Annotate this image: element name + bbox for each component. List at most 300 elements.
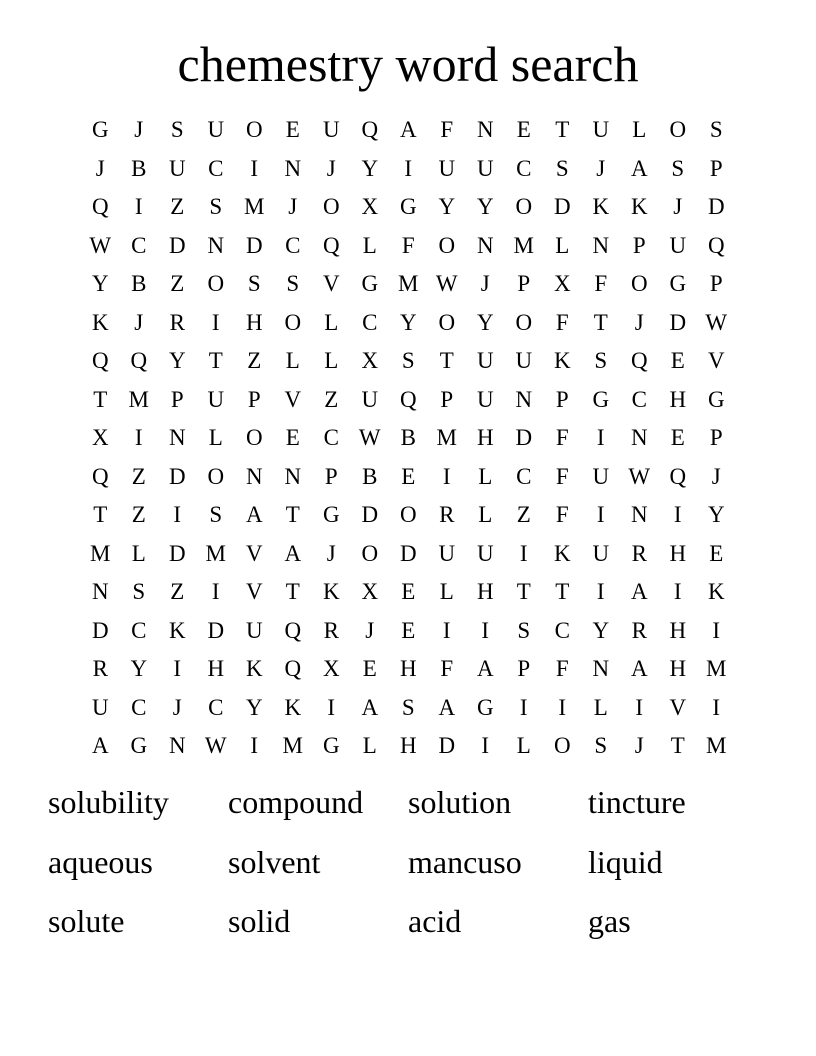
grid-letter: I — [519, 540, 528, 566]
grid-letter: F — [555, 463, 569, 489]
grid-letter: M — [436, 425, 457, 451]
grid-letter: D — [168, 540, 186, 566]
grid-letter: W — [89, 232, 112, 258]
grid-letter: Y — [168, 348, 186, 374]
grid-letter: I — [481, 733, 490, 759]
grid-letter: Z — [516, 502, 531, 528]
grid-letter: J — [288, 194, 298, 220]
letter-grid — [81, 111, 735, 766]
grid-letter: E — [401, 463, 416, 489]
grid-letter: L — [362, 733, 377, 759]
grid-letter: K — [630, 194, 648, 220]
grid-letter: T — [93, 386, 108, 412]
grid-letter: L — [478, 502, 493, 528]
grid-letter: C — [208, 155, 224, 181]
grid-letter: G — [361, 271, 379, 297]
grid-letter: L — [324, 348, 339, 374]
grid-letter: D — [399, 540, 417, 566]
grid-letter: V — [707, 348, 725, 374]
grid-letter: M — [398, 271, 419, 297]
grid-letter: L — [362, 232, 377, 258]
grid-letter: U — [476, 540, 494, 566]
grid-letter: I — [712, 617, 721, 643]
grid-letter: U — [322, 117, 340, 143]
grid-letter: E — [401, 617, 416, 643]
grid-letter: X — [361, 194, 379, 220]
grid-letter: I — [712, 694, 721, 720]
grid-letter: C — [285, 232, 301, 258]
grid-letter: T — [555, 117, 570, 143]
grid-letter: E — [362, 656, 377, 682]
word-list-item: liquid — [588, 843, 663, 880]
grid-letter: M — [513, 232, 534, 258]
grid-letter: H — [476, 425, 494, 451]
grid-letter: T — [208, 348, 223, 374]
grid-letter: N — [245, 463, 263, 489]
grid-letter: A — [91, 733, 109, 759]
grid-letter: J — [326, 155, 336, 181]
grid-letter: K — [245, 656, 263, 682]
grid-letter: I — [442, 463, 451, 489]
grid-letter: R — [631, 540, 647, 566]
grid-letter: N — [284, 463, 302, 489]
grid-letter: P — [709, 425, 723, 451]
grid-letter: H — [669, 386, 687, 412]
grid-letter: Y — [91, 271, 109, 297]
grid-letter: R — [631, 617, 647, 643]
grid-letter: T — [285, 579, 300, 605]
grid-letter: I — [134, 425, 143, 451]
grid-letter: A — [245, 502, 263, 528]
grid-letter: H — [669, 656, 687, 682]
grid-letter: H — [399, 733, 417, 759]
grid-letter: O — [245, 425, 263, 451]
grid-letter: S — [401, 348, 415, 374]
grid-letter: U — [515, 348, 533, 374]
grid-letter: F — [594, 271, 608, 297]
grid-letter: I — [211, 579, 220, 605]
grid-letter: N — [476, 117, 494, 143]
grid-letter: U — [476, 386, 494, 412]
grid-letter: H — [207, 656, 225, 682]
grid-letter: I — [250, 733, 259, 759]
grid-letter: M — [706, 733, 727, 759]
grid-letter: S — [594, 733, 608, 759]
grid-letter: W — [204, 733, 227, 759]
grid-letter: F — [555, 502, 569, 528]
grid-letter: J — [134, 117, 144, 143]
grid-letter: I — [596, 425, 605, 451]
grid-letter: N — [592, 656, 610, 682]
grid-letter: N — [207, 232, 225, 258]
grid-letter: N — [476, 232, 494, 258]
grid-letter: D — [207, 617, 225, 643]
grid-letter: K — [168, 617, 186, 643]
grid-letter: T — [516, 579, 531, 605]
grid-letter: U — [245, 617, 263, 643]
grid-letter: B — [131, 271, 147, 297]
grid-letter: P — [709, 155, 723, 181]
grid-letter: D — [438, 733, 456, 759]
grid-letter: T — [670, 733, 685, 759]
grid-letter: S — [209, 194, 223, 220]
grid-letter: Q — [630, 348, 648, 374]
grid-letter: I — [173, 656, 182, 682]
grid-letter: O — [322, 194, 340, 220]
grid-letter: H — [669, 540, 687, 566]
grid-letter: Y — [476, 309, 494, 335]
grid-letter: U — [669, 232, 687, 258]
grid-letter: S — [594, 348, 608, 374]
grid-letter: G — [476, 694, 494, 720]
word-list-item: solvent — [228, 843, 321, 880]
grid-letter: L — [632, 117, 647, 143]
grid-letter: I — [673, 502, 682, 528]
grid-letter: K — [707, 579, 725, 605]
grid-letter: H — [669, 617, 687, 643]
grid-letter: L — [516, 733, 531, 759]
grid-letter: O — [438, 309, 456, 335]
grid-letter: P — [517, 656, 531, 682]
grid-letter: U — [168, 155, 186, 181]
grid-letter: P — [517, 271, 531, 297]
grid-letter: X — [553, 271, 571, 297]
grid-letter: G — [91, 117, 109, 143]
word-list-item: tincture — [588, 784, 686, 820]
grid-letter: X — [361, 348, 379, 374]
grid-letter: L — [324, 309, 339, 335]
grid-letter: U — [207, 386, 225, 412]
grid-letter: V — [245, 540, 263, 566]
grid-letter: R — [169, 309, 185, 335]
grid-letter: W — [358, 425, 381, 451]
grid-letter: A — [361, 694, 379, 720]
grid-letter: C — [323, 425, 339, 451]
grid-letter: Q — [707, 232, 725, 258]
grid-letter: N — [168, 425, 186, 451]
grid-letter: W — [628, 463, 651, 489]
grid-letter: C — [554, 617, 570, 643]
grid-letter: H — [476, 579, 494, 605]
grid-letter: G — [399, 194, 417, 220]
grid-letter: C — [131, 694, 147, 720]
word-list-item: mancuso — [408, 843, 522, 880]
grid-letter: L — [439, 579, 454, 605]
grid-letter: A — [476, 656, 494, 682]
grid-letter: J — [711, 463, 721, 489]
grid-letter: W — [705, 309, 728, 335]
grid-letter: B — [400, 425, 416, 451]
grid-letter: I — [558, 694, 567, 720]
grid-letter: U — [592, 463, 610, 489]
grid-letter: S — [209, 502, 223, 528]
grid-letter: C — [208, 694, 224, 720]
grid-letter: O — [284, 309, 302, 335]
grid-letter: N — [630, 425, 648, 451]
word-list-item: solubility — [48, 784, 169, 820]
grid-letter: T — [555, 579, 570, 605]
grid-letter: P — [709, 271, 723, 297]
grid-letter: F — [440, 117, 454, 143]
grid-letter: I — [327, 694, 336, 720]
grid-letter: I — [635, 694, 644, 720]
grid-letter: Z — [170, 579, 185, 605]
grid-letter: F — [555, 425, 569, 451]
grid-letter: I — [211, 309, 220, 335]
grid-letter: D — [168, 463, 186, 489]
grid-letter: O — [669, 117, 687, 143]
grid-letter: Q — [669, 463, 687, 489]
grid-letter: T — [93, 502, 108, 528]
grid-letter: U — [438, 540, 456, 566]
grid-letter: C — [516, 463, 532, 489]
grid-letter: K — [592, 194, 610, 220]
word-list-item: gas — [588, 903, 631, 939]
grid-letter: M — [282, 733, 303, 759]
grid-letter: L — [593, 694, 608, 720]
grid-letter: J — [634, 309, 644, 335]
grid-letter: E — [670, 348, 685, 374]
grid-letter: A — [630, 155, 648, 181]
grid-letter: J — [634, 733, 644, 759]
grid-letter: K — [284, 694, 302, 720]
grid-letter: P — [440, 386, 454, 412]
grid-letter: Q — [130, 348, 148, 374]
grid-letter: E — [670, 425, 685, 451]
grid-letter: Y — [438, 194, 456, 220]
grid-letter: Q — [284, 617, 302, 643]
grid-letter: E — [516, 117, 531, 143]
grid-letter: S — [132, 579, 146, 605]
grid-letter: I — [404, 155, 413, 181]
grid-letter: P — [247, 386, 261, 412]
grid-letter: U — [476, 348, 494, 374]
grid-letter: A — [284, 540, 302, 566]
grid-letter: J — [365, 617, 375, 643]
grid-letter: I — [481, 617, 490, 643]
grid-letter: P — [555, 386, 569, 412]
grid-letter: Z — [324, 386, 339, 412]
grid-letter: S — [517, 617, 531, 643]
grid-letter: G — [707, 386, 725, 412]
grid-letter: U — [592, 117, 610, 143]
grid-letter: E — [285, 425, 300, 451]
grid-letter: O — [515, 309, 533, 335]
grid-letter: H — [245, 309, 263, 335]
grid-letter: J — [172, 694, 182, 720]
word-list-item: solid — [228, 903, 291, 939]
grid-letter: T — [439, 348, 454, 374]
grid-letter: S — [286, 271, 300, 297]
grid-letter: V — [284, 386, 302, 412]
grid-letter: Q — [91, 463, 109, 489]
grid-letter: O — [207, 463, 225, 489]
grid-letter: U — [207, 117, 225, 143]
grid-letter: Y — [361, 155, 379, 181]
grid-letter: K — [553, 348, 571, 374]
grid-letter: O — [399, 502, 417, 528]
grid-letter: J — [596, 155, 606, 181]
grid-letter: J — [326, 540, 336, 566]
grid-letter: U — [91, 694, 109, 720]
grid-letter: I — [596, 502, 605, 528]
word-list — [48, 773, 768, 952]
grid-letter: M — [706, 656, 727, 682]
page-title: chemestry word search — [177, 36, 639, 92]
grid-letter: Z — [247, 348, 262, 374]
grid-letter: O — [438, 232, 456, 258]
grid-letter: Q — [322, 232, 340, 258]
grid-letter: F — [555, 656, 569, 682]
grid-letter: Y — [245, 694, 263, 720]
grid-letter: K — [553, 540, 571, 566]
grid-letter: E — [285, 117, 300, 143]
grid-letter: E — [401, 579, 416, 605]
word-list-item: aqueous — [48, 843, 153, 880]
grid-letter: Q — [399, 386, 417, 412]
grid-letter: U — [438, 155, 456, 181]
grid-letter: X — [361, 579, 379, 605]
grid-letter: D — [707, 194, 725, 220]
grid-letter: F — [555, 309, 569, 335]
grid-letter: I — [519, 694, 528, 720]
grid-letter: W — [435, 271, 458, 297]
grid-letter: M — [128, 386, 149, 412]
grid-letter: O — [515, 194, 533, 220]
grid-letter: N — [91, 579, 109, 605]
grid-letter: S — [671, 155, 685, 181]
grid-letter: G — [592, 386, 610, 412]
grid-letter: L — [131, 540, 146, 566]
word-list-item: solute — [48, 903, 125, 939]
grid-letter: D — [168, 232, 186, 258]
grid-letter: L — [208, 425, 223, 451]
grid-letter: U — [361, 386, 379, 412]
grid-letter: P — [632, 232, 646, 258]
grid-letter: C — [516, 155, 532, 181]
grid-letter: S — [247, 271, 261, 297]
word-list-item: acid — [408, 903, 462, 939]
grid-letter: J — [673, 194, 683, 220]
grid-letter: I — [173, 502, 182, 528]
grid-letter: D — [553, 194, 571, 220]
grid-letter: A — [630, 656, 648, 682]
grid-letter: E — [709, 540, 724, 566]
grid-letter: B — [362, 463, 378, 489]
grid-letter: P — [324, 463, 338, 489]
grid-letter: H — [399, 656, 417, 682]
grid-letter: G — [669, 271, 687, 297]
grid-letter: S — [170, 117, 184, 143]
grid-letter: Y — [399, 309, 417, 335]
grid-letter: N — [168, 733, 186, 759]
grid-letter: O — [207, 271, 225, 297]
grid-letter: O — [553, 733, 571, 759]
grid-letter: Q — [91, 348, 109, 374]
grid-letter: C — [362, 309, 378, 335]
grid-letter: D — [361, 502, 379, 528]
grid-letter: V — [245, 579, 263, 605]
grid-letter: N — [515, 386, 533, 412]
grid-letter: X — [322, 656, 340, 682]
grid-letter: X — [91, 425, 109, 451]
grid-letter: N — [592, 232, 610, 258]
grid-letter: J — [480, 271, 490, 297]
grid-letter: L — [285, 348, 300, 374]
grid-letter: C — [631, 386, 647, 412]
grid-letter: V — [322, 271, 340, 297]
grid-letter: F — [401, 232, 415, 258]
grid-letter: T — [285, 502, 300, 528]
grid-letter: I — [596, 579, 605, 605]
grid-letter: Z — [170, 194, 185, 220]
grid-letter: Z — [170, 271, 185, 297]
grid-letter: L — [478, 463, 493, 489]
grid-letter: N — [630, 502, 648, 528]
grid-letter: O — [245, 117, 263, 143]
grid-letter: A — [399, 117, 417, 143]
grid-letter: Y — [592, 617, 610, 643]
grid-letter: Q — [91, 194, 109, 220]
grid-letter: S — [555, 155, 569, 181]
grid-letter: K — [322, 579, 340, 605]
grid-letter: M — [244, 194, 265, 220]
grid-letter: Z — [131, 502, 146, 528]
grid-letter: I — [442, 617, 451, 643]
grid-letter: T — [593, 309, 608, 335]
grid-letter: R — [323, 617, 339, 643]
grid-letter: C — [131, 617, 147, 643]
grid-letter: O — [361, 540, 379, 566]
grid-letter: I — [250, 155, 259, 181]
grid-letter: M — [90, 540, 111, 566]
grid-letter: O — [630, 271, 648, 297]
grid-letter: D — [91, 617, 109, 643]
grid-letter: F — [440, 656, 454, 682]
grid-letter: M — [205, 540, 226, 566]
grid-letter: Y — [707, 502, 725, 528]
grid-letter: P — [170, 386, 184, 412]
grid-letter: U — [476, 155, 494, 181]
grid-letter: V — [669, 694, 687, 720]
grid-letter: Q — [284, 656, 302, 682]
word-list-item: solution — [408, 784, 512, 820]
grid-letter: U — [592, 540, 610, 566]
grid-letter: D — [669, 309, 687, 335]
grid-letter: N — [284, 155, 302, 181]
grid-letter: K — [91, 309, 109, 335]
grid-letter: Q — [361, 117, 379, 143]
grid-letter: L — [555, 232, 570, 258]
word-list-item: compound — [228, 784, 364, 820]
grid-letter: R — [92, 656, 108, 682]
grid-letter: C — [131, 232, 147, 258]
grid-letter: A — [438, 694, 456, 720]
grid-letter: D — [245, 232, 263, 258]
grid-letter: G — [322, 502, 340, 528]
grid-letter: J — [95, 155, 105, 181]
grid-letter: G — [322, 733, 340, 759]
grid-letter: Y — [130, 656, 148, 682]
grid-letter: I — [673, 579, 682, 605]
grid-letter: G — [130, 733, 148, 759]
grid-letter: R — [439, 502, 455, 528]
grid-letter: A — [630, 579, 648, 605]
grid-letter: S — [401, 694, 415, 720]
grid-letter: I — [134, 194, 143, 220]
grid-letter: S — [709, 117, 723, 143]
grid-letter: D — [515, 425, 533, 451]
